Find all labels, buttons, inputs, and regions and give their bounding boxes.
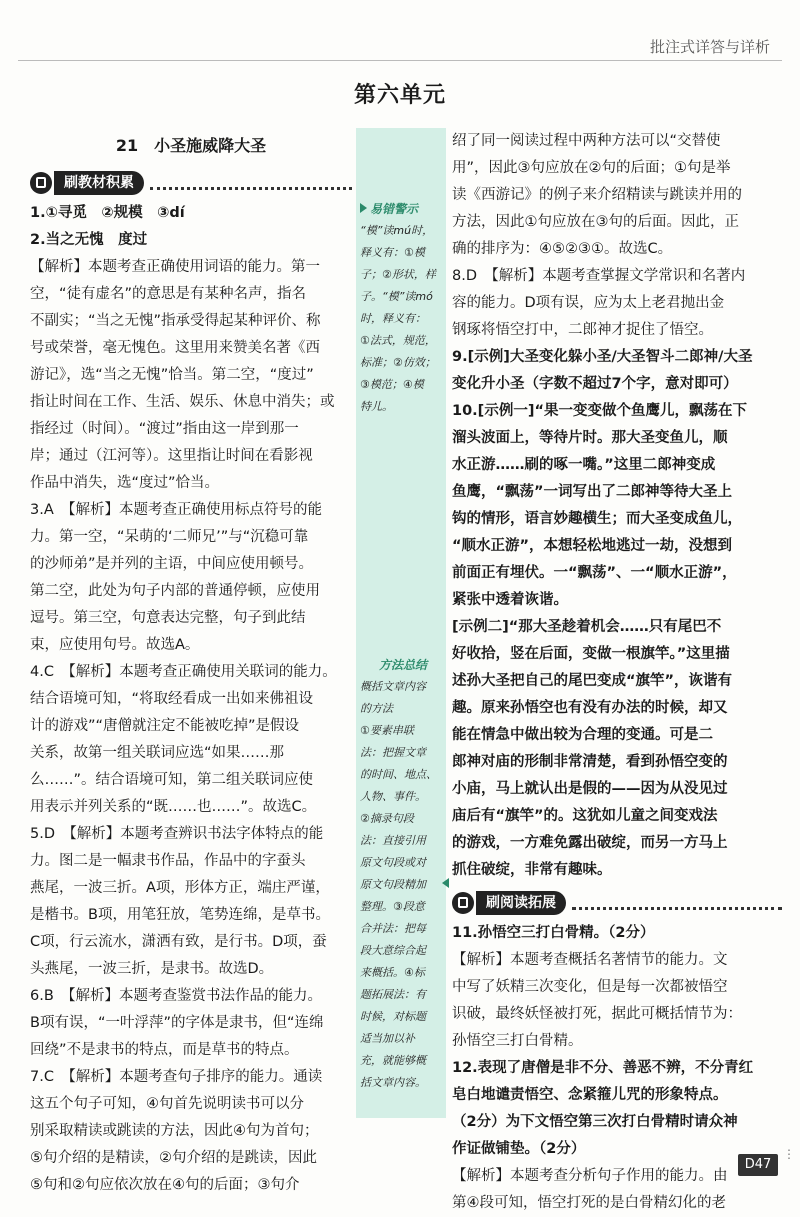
sidebar-line: 标准；②仿效； [360,356,436,369]
book-icon [30,172,52,194]
text-line: 孙悟空三打白骨精。 [452,1033,583,1049]
text-line: 识破，最终妖怪被打死，据此可概括情节为： [452,1006,742,1022]
text-line: 趣。原来孙悟空也有没有办法的时候，却又 [452,700,728,716]
method-heading: 方法总结 [378,658,427,672]
text-line: 8.D 【解析】本题考查掌握文学常识和名著内 [452,268,746,284]
text-line: ⑤句和②句应依次放在④句的后面；③句介 [30,1177,300,1193]
text-line: 是楷书。B项，用笔狂放，笔势连绵，是草书。 [30,907,330,923]
text-line: 好收拾，竖在后面，变做一根旗竿。”这里描 [452,646,730,662]
sidebar-line: 原文句段或对 [360,856,426,869]
sidebar-line: 原文句段精加 [360,878,426,891]
text-line: 庙后有“旗竿”的。这犹如儿童之间变戏法 [452,808,718,824]
sidebar-line: “模”读mú时， [360,224,434,237]
answer-list-left [30,200,352,1199]
text-line: 6.B 【解析】本题考查鉴赏书法作品的能力。 [30,988,323,1004]
page-number: D47 [738,1154,778,1176]
text-line: 头燕尾，一波三折，是隶书。故选D。 [30,961,274,977]
sidebar-line: 子。“模”读mó [360,290,433,303]
sidebar-line: ②摘录句段 [360,812,414,825]
sidebar-line: ①要素串联 [360,724,414,737]
text-line: 读《西游记》的例子来介绍精读与跳读并用的 [452,187,742,203]
tip-text [360,220,446,418]
text-line: 么……”。结合语境可知，第二组关联词应使 [30,772,314,788]
text-line: 的游戏，一方难免露出破绽，而另一方马上 [452,835,728,851]
text-line: 4.C 【解析】本题考查正确使用关联词的能力。 [30,664,337,680]
sidebar-line: 法：直接引用 [360,834,426,847]
text-line: 10.[示例一]“果一变变做个鱼鹰儿，飘荡在下 [452,403,747,419]
sidebar-line: 时，释义有： [360,312,426,325]
sidebar-line: 的时间、地点、 [360,768,437,781]
sidebar-line: 充，就能够概 [360,1054,426,1067]
sidebar-line: 概括文章内容 [360,680,426,693]
text-line: 第④段可知，悟空打死的是白骨精幻化的老 [452,1195,726,1211]
text-line: （2分）为下文悟空第三次打白骨精时请众神 [452,1114,738,1130]
text-line: 11.孙悟空三打白骨精。（2分） [452,925,655,941]
right-column [452,128,782,1217]
text-line: 力。图二是一幅隶书作品，作品中的字蚕头 [30,853,306,869]
text-line: 空，“徒有虚名”的意思是有某种名声，指名 [30,286,307,302]
section-header-textbook [30,168,352,198]
sidebar-line: 的方法 [360,702,393,715]
sidebar-line: 特儿。 [360,400,393,413]
sidebar-line: 子；②形状，样 [360,268,436,281]
text-line: 第二空，此处为句子内部的普通停顿，应使用 [30,583,320,599]
sidebar-line: 法：把握文章 [360,746,426,759]
text-line: 抓住破绽，非常有趣味。 [452,862,612,878]
dotted-rule [150,177,352,190]
text-line: C项，行云流水，潇洒有致，是行书。D项，蚕 [30,934,327,950]
sidebar-line: 段大意综合起 [360,944,426,957]
sidebar-line: 合并法：把每 [360,922,426,935]
text-line: 紧张中透着诙谐。 [452,592,568,608]
text-line: 号或荣誉，毫无愧色。这里用来赞美名著《西 [30,340,320,356]
text-line: ⑤句介绍的是精读，②句介绍的是跳读，因此 [30,1150,317,1166]
text-line: 指让时间在工作、生活、娱乐、休息中消失；或 [30,394,335,410]
arrow-right-icon [360,203,367,213]
text-line: 能在情急中做出较为合理的变通。可是二 [452,727,713,743]
text-line: 【解析】本题考查分析句子作用的能力。由 [452,1168,728,1184]
text-line: 确的排序为：④⑤②③①。故选C。 [452,241,673,257]
text-line: 用”，因此③句应放在②句的后面；①句是举 [452,160,731,176]
text-line: 回绕”不是隶书的特点，而是草书的特点。 [30,1042,299,1058]
text-line: 束，应使用句号。故选A。 [30,637,200,653]
text-line: 【解析】本题考查概括名著情节的能力。文 [452,952,728,968]
arrow-left-icon [442,878,449,888]
text-line: 结合语境可知，“将取经看成一出如来佛祖设 [30,691,314,707]
text-line: 作证做铺垫。（2分） [452,1141,586,1157]
text-line: 水正游……刷的啄一嘴。”这里二郎神变成 [452,457,716,473]
sidebar-line: 来概括。④标 [360,966,425,979]
text-line: 3.A 【解析】本题考查正确使用标点符号的能 [30,502,323,518]
sidebar-line: 括文章内容。 [360,1076,426,1089]
book-icon [452,892,474,914]
text-line: “顺水正游”，本想轻松地逃过一劫，没想到 [452,538,733,554]
text-line: 皂白地谴责悟空、念紧箍儿咒的形象特点。 [452,1087,728,1103]
text-line: 【解析】本题考查正确使用词语的能力。第一 [30,259,320,275]
text-line: 计的游戏”“唐僧就注定不能被吃掉”是假设 [30,718,300,734]
text-line: 前面正有埋伏。一“飘荡”、一“顺水正游”， [452,565,737,581]
left-column [30,128,352,1199]
text-line: 别采取精读或跳读的方法，因此④句为首句； [30,1123,319,1139]
text-line: 小庙，马上就认出是假的——因为从没见过 [452,781,728,797]
text-line: 逗号。第三空，句意表达完整，句子到此结 [30,610,306,626]
text-line: 中写了妖精三次变化，但是每一次都被悟空 [452,979,728,995]
text-line: 钩的情形，语言妙趣横生；而大圣变成鱼儿， [452,511,742,527]
text-line: 的沙师弟”是并列的主语，中间应使用顿号。 [30,556,314,572]
sidebar-line: 时候，对标题 [360,1010,426,1023]
text-line: 指经过（时间）。“渡过”指由这一岸到那一 [30,421,299,437]
text-line: 述孙大圣把自己的尾巴变成“旗竿”，诙谐有 [452,673,733,689]
text-line: 钢琢将悟空打中，二郎神才捉住了悟空。 [452,322,713,338]
section-label: 刷教材积累 [54,171,144,195]
text-line: 变化升小圣（字数不超过7个字，意对即可） [452,376,738,392]
dotted-rule [572,897,782,910]
text-line: 这五个句子可知，④句首先说明读书可以分 [30,1096,304,1112]
text-line: 燕尾，一波三折。A项，形体方正，端庄严谨， [30,880,330,896]
sidebar-line: ①法式，规范， [360,334,436,347]
text-line: 12.表现了唐僧是非不分、善恶不辨，不分青红 [452,1060,754,1076]
text-line: 2.当之无愧 度过 [30,232,148,248]
method-text [360,676,446,1094]
sidebar-line: 释义有：①模 [360,246,425,259]
text-line: 绍了同一阅读过程中两种方法可以“交替使 [452,133,721,149]
text-line: 1.①寻觅 ②规模 ③dí [30,205,185,221]
unit-title: 第六单元 [353,83,446,108]
answer-list-right [452,128,782,884]
text-line: 5.D 【解析】本题考查辨识书法字体特点的能 [30,826,324,842]
text-line: 9.[示例]大圣变化躲小圣/大圣智斗二郎神/大圣 [452,349,753,365]
section-header-reading [452,888,782,918]
text-line: 力。第一空，“呆萌的‘二师兄’”与“沉稳可靠 [30,529,309,545]
corner-decoration: ⋮ [783,1147,795,1161]
text-line: 关系，故第一组关联词应选“如果……那 [30,745,285,761]
text-line: 游记》，选“当之无愧”恰当。第二空，“度过” [30,367,314,383]
text-line: 鱼鹰，“飘荡”一词写出了二郎神等待大圣上 [452,484,733,500]
section-label: 刷阅读拓展 [476,891,566,915]
tip-box [360,198,446,418]
header-divider [18,60,782,61]
sidebar-line: 人物、事件。 [360,790,426,803]
method-box [360,654,446,1094]
sidebar-line: 适当加以补 [360,1032,415,1045]
text-line: 溜头波面上，等待片时。那大圣变鱼儿，顺 [452,430,728,446]
text-line: 作品中消失，选“度过”恰当。 [30,475,220,491]
lesson-title: 21 小圣施威降大圣 [115,136,267,155]
text-line: 7.C 【解析】本题考查句子排序的能力。通读 [30,1069,323,1085]
sidebar-line: 整理。③段意 [360,900,425,913]
text-line: 不副实；“当之无愧”指承受得起某种评价、称 [30,313,321,329]
text-line: 容的能力。D项有误，应为太上老君抛出金 [452,295,725,311]
text-line: [示例二]“那大圣趁着机会……只有尾巴不 [452,619,722,635]
sidebar-line: 题拓展法：有 [360,988,426,1001]
sidebar-line: ③模范；④模 [360,378,424,391]
text-line: 岸；通过（江河等）。这里指让时间在看影视 [30,448,313,464]
text-line: 方法，因此①句应放在③句的后面。因此，正 [452,214,739,230]
text-line: 用表示并列关系的“既……也……”。故选C。 [30,799,317,815]
text-line: 郎神对庙的形制非常清楚，看到孙悟空变的 [452,754,728,770]
text-line: B项有误，“一叶浮萍”的字体是隶书，但“连绵 [30,1015,324,1031]
running-header: 批注式详答与详析 [649,38,770,56]
answer-list-reading [452,920,782,1217]
tip-heading: 易错警示 [360,198,446,220]
